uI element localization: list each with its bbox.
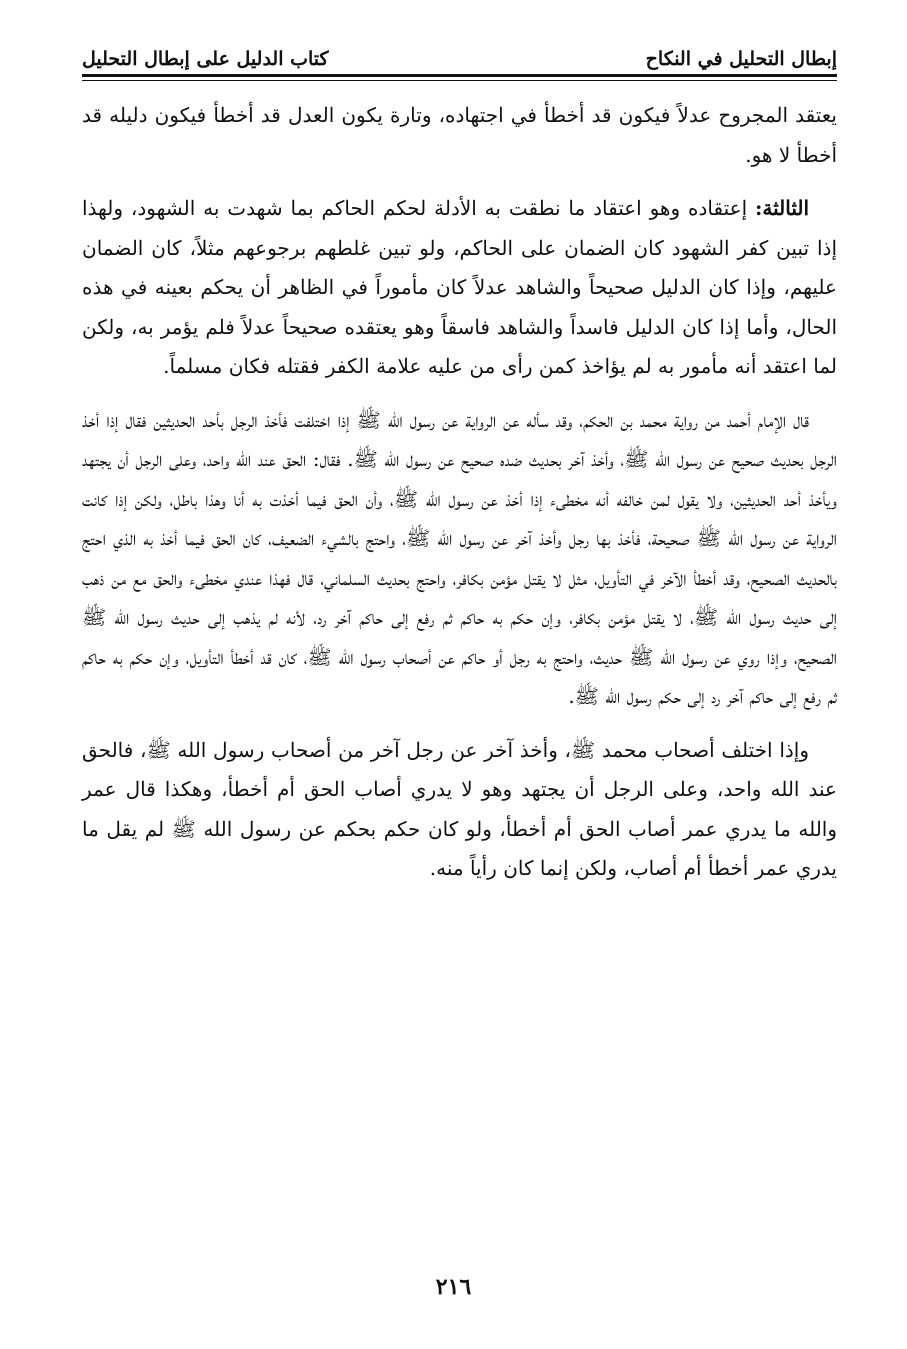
book-title: إبطال التحليل في النكاح: [645, 48, 837, 70]
header-rule-thick: [82, 74, 837, 77]
paragraph-1: [82, 96, 837, 175]
paragraph-3: [82, 401, 837, 717]
body-text: [82, 96, 837, 903]
paragraph-3-text: قال الإمام أحمد من رواية محمد بن الحكم، وقد سأله عن الرواية عن رسول الله ﷺ إذا اختلفت فأخذ الرجل بأحد الحديثين فقال إذا أخذ الرجل بحديث صحيح عن رسول الله ﷺ، وأخذ آخر بحديث ضده صحيح عن رسول الله ﷺ. فقال: الحق عند الله واحد، وعلى الرجل أن يجتهد ويأخذ أحد الحديثين، ولا يقول لمن خالفه أنه مخطىء إذا أخذ عن رسول الله ﷺ، وأن الحق فيما أخذت به أنا وهذا باطل، ولكن إذا كانت الرواية عن رسول الله ﷺ صحيحة، فأخذ بها رجل وأخذ آخر عن رسول الله ﷺ، واحتج بالشيء الضعيف، كان الحق فيما أخذ به الذي احتج بالحديث الصحيح، وقد أخطأ الآخر في التأويل، مثل لا يقتل مؤمن بكافر، واحتج بحديث السلماني، قال فهذا عندي مخطىء والحق مع من ذهب إلى حديث رسول الله ﷺ، لا يقتل مؤمن بكافر، وإن حكم به حاكم ثم رفع إلى حاكم آخر رد، لأنه لم يذهب إلى حديث رسول الله ﷺ الصحيح، وإذا روي عن رسول الله ﷺ حديث، واحتج به رجل أو حاكم عن أصحاب رسول الله ﷺ، كان قد أخطأ التأويل، وإن حكم به حاكم ثم رفع إلى حاكم آخر رد إلى حكم رسول الله ﷺ.: [82, 407, 837, 708]
paragraph-4: [82, 731, 837, 889]
paragraph-1-text: يعتقد المجروح عدلاً فيكون قد أخطأ في اجتهاده، وتارة يكون العدل قد أخطأ فيكون دليله قد أخطأ لا هو.: [82, 103, 837, 167]
paragraph-2-lead: الثالثة:: [755, 196, 810, 220]
header-rule-thin: [82, 80, 837, 81]
paragraph-2: [82, 189, 837, 387]
paragraph-2-text: إعتقاده وهو اعتقاد ما نطقت به الأدلة لحكم الحاكم بما شهدت به الشهود، ولهذا إذا تبين كفر الشهود كان الضمان على الحاكم، ولو تبين غلطهم برجوعهم مثلاً، كان الضمان عليهم، وإذا كان الدليل صحيحاً والشاهد عدلاً كان مأموراً في الظاهر أن يحكم بعينه في هذه الحال، وأما إذا كان الدليل فاسداً والشاهد فاسقاً وهو يعتقده صحيحاً عدلاً فلم يؤمر به، ولكن لما اعتقد أنه مأمور به لم يؤاخذ كمن رأى من عليه علامة الكفر فقتله فكان مسلماً.: [82, 196, 838, 378]
running-header: [82, 30, 837, 70]
page-number: ٢١٦: [435, 1274, 472, 1300]
chapter-title: كتاب الدليل على إبطال التحليل: [82, 48, 329, 70]
paragraph-4-text: وإذا اختلف أصحاب محمد ﷺ، وأخذ آخر عن رجل آخر من أصحاب رسول الله ﷺ، فالحق عند الله واحد، وعلى الرجل أن يجتهد وهو لا يدري أصاب الحق أم أخطأ، وهكذا قال عمر والله ما يدري عمر أصاب الحق أم أخطأ، ولو كان حكم بحكم عن رسول الله ﷺ لم يقل ما يدري عمر أخطأ أم أصاب، ولكن إنما كان رأياً منه.: [82, 737, 837, 880]
